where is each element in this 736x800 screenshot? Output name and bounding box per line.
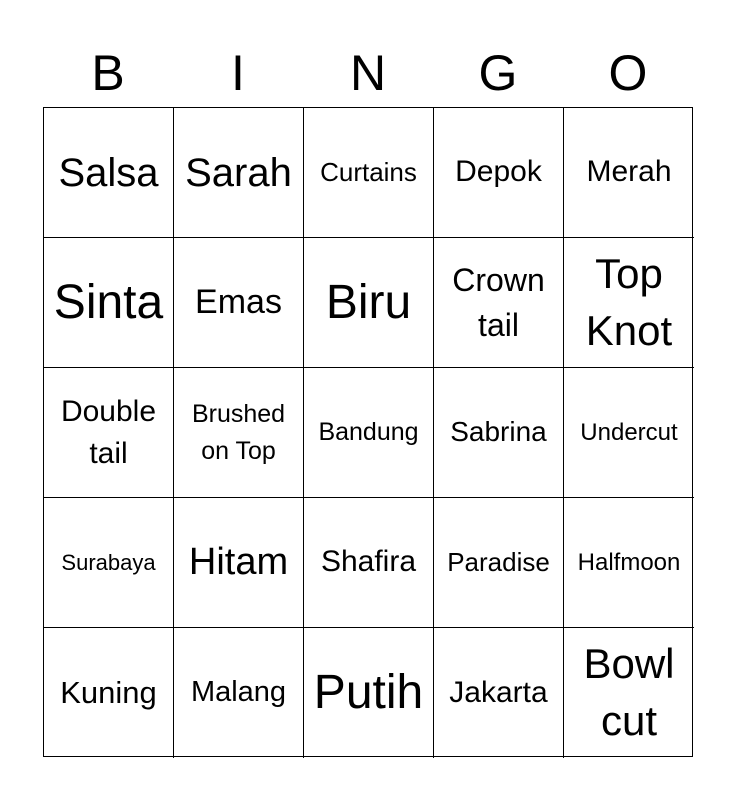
bingo-cell[interactable]: Sabrina bbox=[434, 368, 564, 498]
bingo-cell[interactable]: Merah bbox=[564, 108, 694, 238]
header-letter-i: I bbox=[231, 45, 245, 101]
bingo-cell[interactable]: Surabaya bbox=[44, 498, 174, 628]
bingo-cell[interactable]: Undercut bbox=[564, 368, 694, 498]
header-letter-g: G bbox=[478, 45, 518, 101]
bingo-cell[interactable]: Double tail bbox=[44, 368, 174, 498]
bingo-cell[interactable]: Emas bbox=[174, 238, 304, 368]
header-letter-b: B bbox=[91, 45, 125, 101]
bingo-header bbox=[43, 40, 693, 106]
bingo-cell[interactable]: Bowl cut bbox=[583, 640, 675, 744]
bingo-cell[interactable]: Bandung bbox=[304, 368, 434, 498]
bingo-cell[interactable]: Kuning bbox=[44, 628, 174, 758]
bingo-board bbox=[43, 107, 693, 757]
bingo-cell[interactable]: Shafira bbox=[304, 498, 434, 628]
bingo-cell[interactable]: Depok bbox=[434, 108, 564, 238]
bingo-cell[interactable]: Paradise bbox=[434, 498, 564, 628]
bingo-cell[interactable]: Biru bbox=[304, 238, 434, 368]
bingo-cell[interactable]: Putih bbox=[304, 628, 434, 758]
bingo-cell[interactable]: Crown tail bbox=[434, 238, 564, 368]
bingo-cell[interactable]: Hitam bbox=[174, 498, 304, 628]
bingo-cell[interactable]: Halfmoon bbox=[564, 498, 694, 628]
bingo-cell[interactable]: Salsa bbox=[44, 108, 174, 238]
bingo-cell[interactable]: Jakarta bbox=[434, 628, 564, 758]
bingo-cell[interactable]: Malang bbox=[174, 628, 304, 758]
header-letter-n: N bbox=[349, 45, 387, 101]
bingo-cell[interactable]: Brushed on Top bbox=[174, 368, 304, 498]
bingo-cell[interactable]: Sinta bbox=[44, 238, 174, 368]
bingo-cell[interactable]: Sarah bbox=[174, 108, 304, 238]
header-letter-o: O bbox=[608, 45, 648, 101]
bingo-cell[interactable]: Top Knot bbox=[564, 238, 694, 368]
bingo-cell[interactable]: Curtains bbox=[304, 108, 434, 238]
